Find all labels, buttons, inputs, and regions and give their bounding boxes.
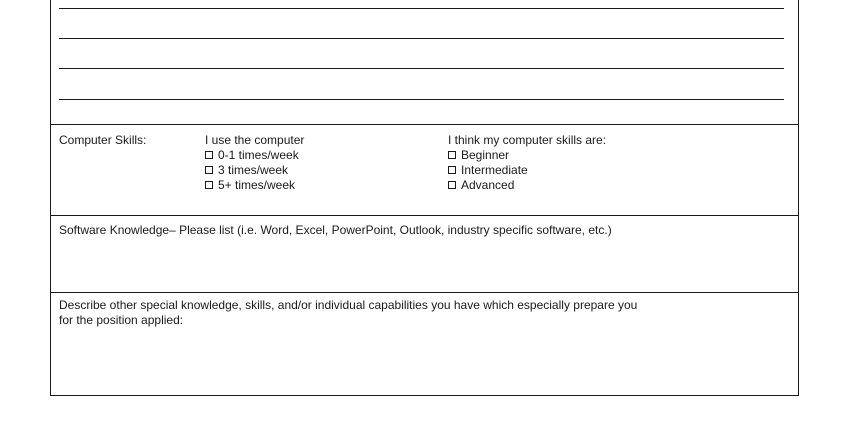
usage-option-0-1[interactable]: 0-1 times/week [205,148,299,163]
special-knowledge-label-line2: for the position applied: [59,313,184,327]
checkbox-icon[interactable] [448,151,456,159]
writing-line[interactable] [59,38,784,39]
usage-option-3[interactable]: 3 times/week [205,163,288,178]
skill-level-beginner[interactable]: Beginner [448,148,509,163]
usage-option-5plus[interactable]: 5+ times/week [205,178,295,193]
special-knowledge-label-line1: Describe other special knowledge, skills, and/or individual capabilities you have which especially prepare you [59,298,638,312]
checkbox-icon[interactable] [448,181,456,189]
skill-level-intermediate[interactable]: Intermediate [448,163,528,178]
writing-line[interactable] [59,99,784,100]
skill-level-heading: I think my computer skills are: [448,133,607,147]
writing-line[interactable] [59,68,784,69]
checkbox-icon[interactable] [448,166,456,174]
computer-skills-section [51,124,798,216]
checkbox-icon[interactable] [205,166,213,174]
usage-heading: I use the computer [205,133,305,147]
writing-line[interactable] [59,8,784,9]
checkbox-icon[interactable] [205,181,213,189]
computer-skills-label: Computer Skills: [59,133,147,147]
software-knowledge-section[interactable] [51,215,798,293]
software-knowledge-label: Software Knowledge– Please list (i.e. Word, Excel, PowerPoint, Outlook, industry specific software, etc.) [59,223,612,237]
skill-level-advanced[interactable]: Advanced [448,178,514,193]
application-form-page [50,0,799,396]
checkbox-icon[interactable] [205,151,213,159]
special-knowledge-section[interactable] [51,292,798,396]
